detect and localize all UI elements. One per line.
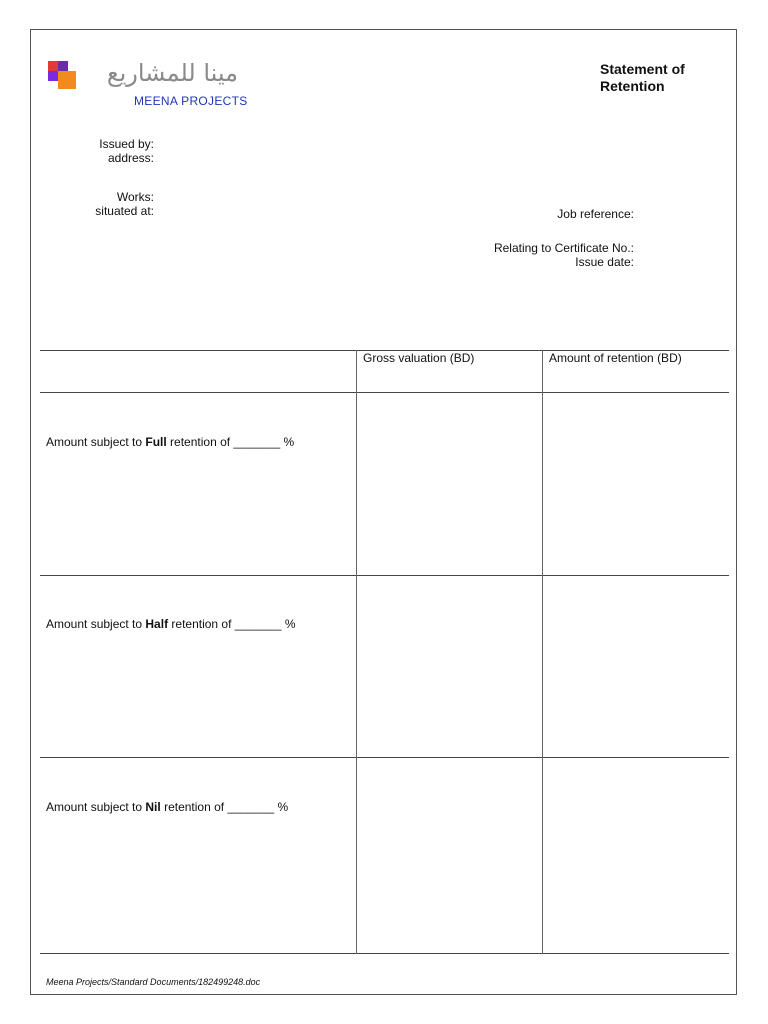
table-row-rule (40, 757, 729, 758)
logo-arabic-text: مينا للمشاريع (106, 59, 238, 87)
issue-date-label: Issue date: (575, 255, 634, 269)
logo-square-violet (48, 71, 58, 81)
logo-square-purple (58, 61, 68, 71)
column-divider (542, 350, 543, 954)
column-divider (356, 350, 357, 954)
nil-retention-row-label (46, 800, 288, 814)
row-retention-level: Nil (145, 800, 161, 814)
address-label: address: (107, 151, 154, 165)
retention-amount-header: Amount of retention (BD) (549, 351, 682, 365)
company-logo (48, 61, 248, 111)
certificate-no-label: Relating to Certificate No.: (493, 241, 634, 255)
table-header-rule (40, 392, 729, 393)
row-retention-level: Full (145, 435, 167, 449)
job-reference-label: Job reference: (557, 207, 634, 221)
works-label: Works: (116, 190, 154, 204)
gross-valuation-header: Gross valuation (BD) (363, 351, 475, 365)
situated-at-label: situated at: (95, 204, 154, 218)
row-retention-level: Half (145, 617, 169, 631)
document-footer-path: Meena Projects/Standard Documents/182499248.doc (46, 977, 261, 987)
logo-square-red (48, 61, 58, 71)
row-label-prefix: Amount subject to (46, 617, 146, 631)
logo-english-text: MEENA PROJECTS (134, 94, 248, 108)
row-label-suffix: retention of _______ % (160, 800, 289, 814)
table-row-rule (40, 575, 729, 576)
document-page (30, 29, 737, 995)
half-retention-row-label (46, 617, 296, 631)
document-title (600, 61, 685, 95)
table-bottom-rule (40, 953, 729, 954)
logo-square-orange (58, 71, 76, 89)
issued-by-label: Issued by: (99, 137, 154, 151)
row-label-prefix: Amount subject to (46, 435, 146, 449)
row-label-suffix: retention of _______ % (168, 617, 296, 631)
row-label-prefix: Amount subject to (46, 800, 146, 814)
row-label-suffix: retention of _______ % (166, 435, 295, 449)
title-line-2: Retention (600, 78, 665, 94)
full-retention-row-label (46, 435, 294, 449)
title-line-1: Statement of (600, 61, 685, 77)
